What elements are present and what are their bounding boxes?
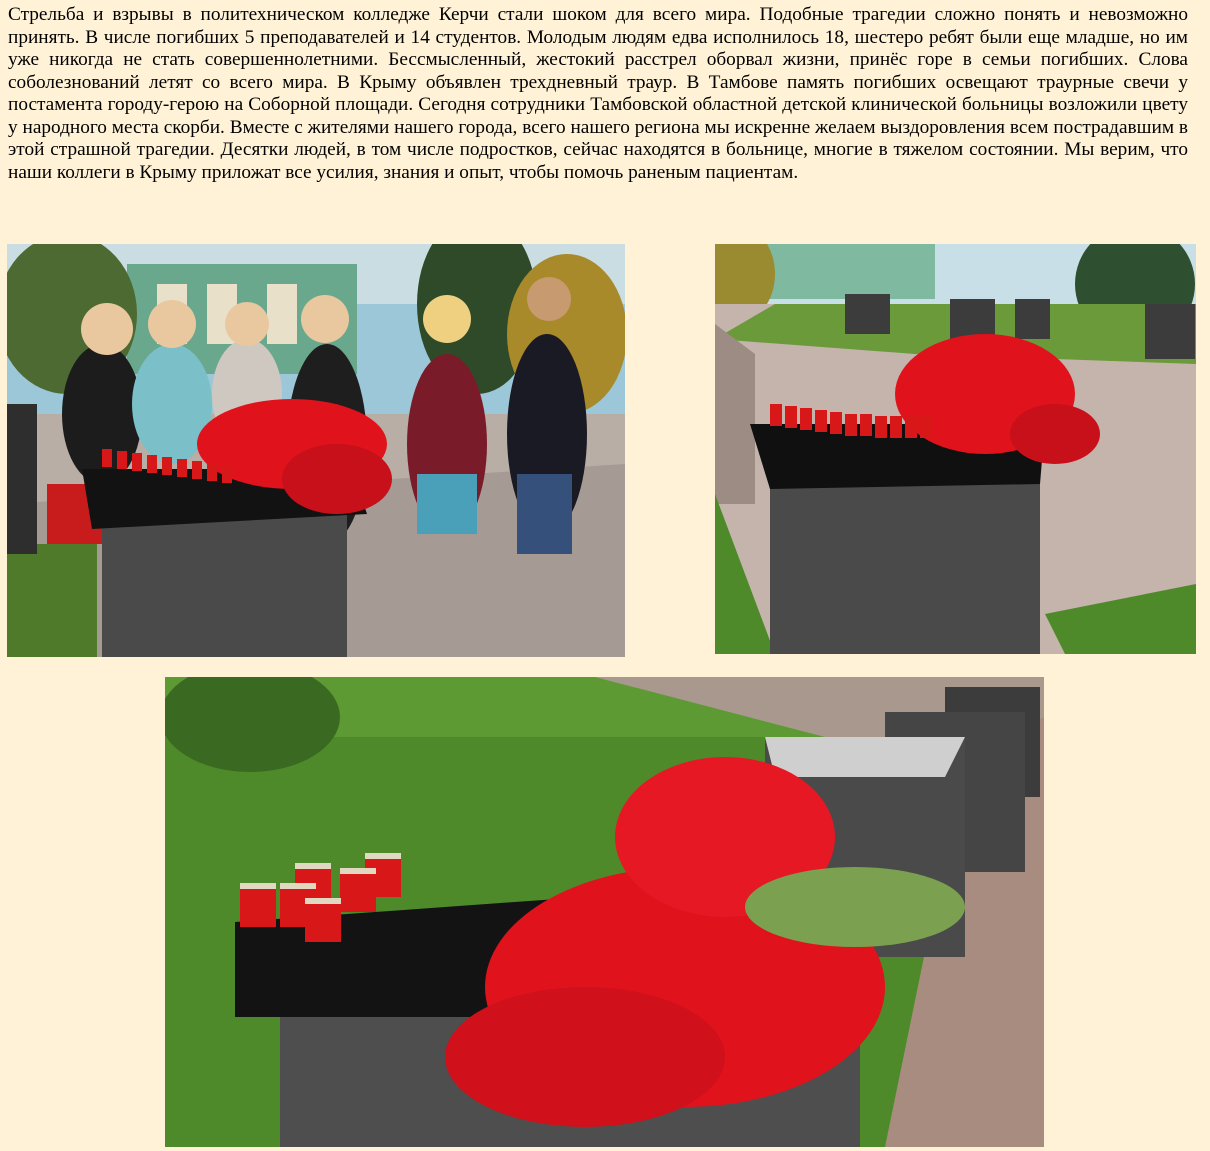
memorial-photo-carnations-closeup — [165, 677, 1044, 1147]
memorial-photo-people-laying-flowers — [7, 244, 625, 657]
memorial-photo-pedestal-candles — [715, 244, 1196, 654]
article-paragraph: Стрельба и взрывы в политехническом колледже Керчи стали шоком для всего мира. Подобные трагедии сложно понять и невозможно принять. В числе погибших 5 преподавателей и 14 студентов. Молодым людям едва исполнилось 18, шестеро ребят были еще младше, но им уже никогда не стать совершеннолетними. Бессмысленный, жестокий расстрел оборвал жизни, принёс горе в семьи погибших. Слова соболезнований летят со всего мира. В Крыму объявлен трехдневный траур. В Тамбове память погибших освещают траурные свечи у постамента городу-герою на Соборной площади. Сегодня сотрудники Тамбовской областной детской клинической больницы возложили цвету у народного места скорби. Вместе с жителями нашего города, всего нашего региона мы искренне желаем выздоровления всем пострадавшим в этой страшной трагедии. Десятки людей, в том числе подростков, сейчас находятся в больнице, многие в тяжелом состоянии. Мы верим, что наши коллеги в Крыму приложат все усилия, знания и опыт, чтобы помочь раненым пациентам. — [8, 4, 1188, 183]
